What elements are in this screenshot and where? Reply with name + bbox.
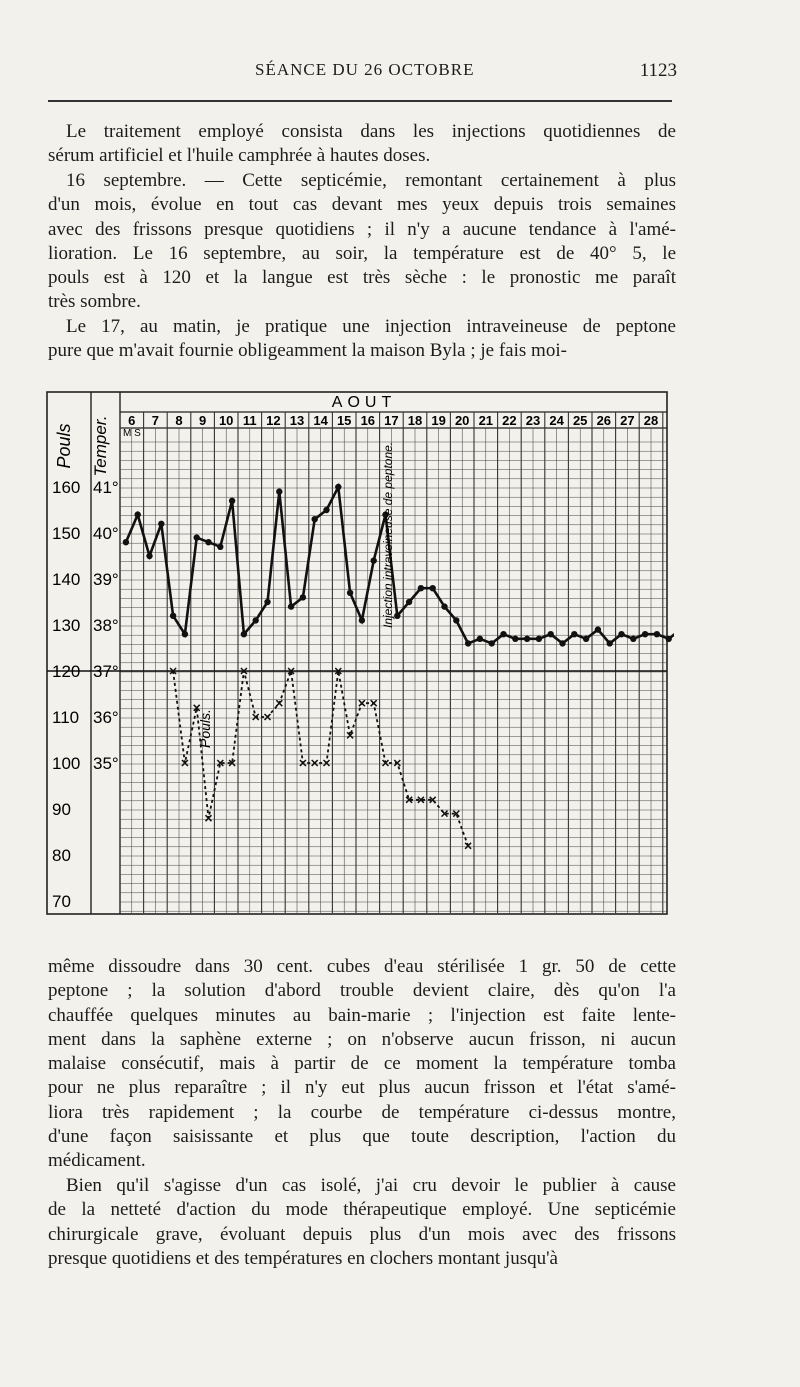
text-line: Le 17, au matin, je pratique une injection intraveineuse de peptone — [66, 316, 676, 337]
pulse-tick-label: 130 — [52, 616, 81, 635]
day-label: 19 — [431, 413, 446, 428]
temperature-point — [583, 636, 589, 642]
day-label: 18 — [407, 413, 423, 428]
temp-tick-label: 38° — [93, 616, 119, 635]
pulse-point — [265, 714, 271, 720]
temperature-point — [264, 599, 270, 605]
temperature-point — [194, 534, 200, 540]
temp-tick-label: 39° — [93, 570, 119, 589]
temperature-point — [441, 603, 447, 609]
day-label: 23 — [525, 413, 541, 428]
temperature-point — [288, 603, 294, 609]
temperature-point — [241, 631, 247, 637]
pulse-tick-label: 160 — [52, 478, 81, 497]
text-line: très sombre. — [48, 291, 141, 313]
pulse-point — [312, 760, 318, 766]
header-rule — [48, 100, 672, 102]
text-line: malaise consécutif, mais à partir de ce moment la température tomba — [48, 1053, 676, 1075]
temp-tick-label: 37° — [93, 662, 119, 681]
pulse-tick-label: 150 — [52, 524, 81, 543]
temperature-point — [512, 636, 518, 642]
text-line: pure que m'avait fournie obligeamment la maison Byla ; je fais moi- — [48, 340, 567, 362]
temperature-point — [548, 631, 554, 637]
pulse-point — [371, 700, 377, 706]
day-label: 24 — [549, 413, 564, 428]
temperature-point — [217, 544, 223, 550]
text-line: chirurgicale grave, évoluant depuis plus d'un mois avec des frissons — [48, 1223, 676, 1245]
temperature-point — [394, 613, 400, 619]
paragraph-meme-dissoudre — [48, 955, 676, 1174]
day-label: 20 — [454, 413, 470, 428]
text-line: même dissoudre dans 30 cent. cubes d'eau stérilisée 1 gr. 50 de cette — [48, 956, 676, 977]
text-line: de la netteté d'action du mode thérapeutique employé. Une septicémie — [48, 1199, 676, 1221]
temperature-point — [524, 636, 530, 642]
chart-frame — [47, 392, 667, 914]
temp-tick-label: 40° — [93, 524, 119, 543]
day-label: 22 — [502, 413, 517, 428]
text-line: avec des frissons presque quotidiens ; il n'y a aucune tendance à l'amé- — [48, 218, 676, 240]
pulse-tick-label: 120 — [52, 662, 81, 681]
text-line: d'une façon saisissante et plus que toute description, l'action du — [48, 1126, 676, 1148]
day-label: 27 — [620, 413, 635, 428]
temperature-point — [253, 617, 259, 623]
temperature-point — [618, 631, 624, 637]
day-label: 7 — [151, 413, 160, 428]
paragraph-bien-quil — [48, 1174, 676, 1271]
text-line: 16 septembre. — Cette septicémie, remontant certainement à plus — [66, 170, 676, 191]
chart-series — [123, 484, 674, 849]
day-label: 26 — [596, 413, 612, 428]
text-line: lioration. Le 16 septembre, au soir, la température est de 40° 5, le — [48, 242, 676, 264]
day-header — [128, 413, 658, 428]
pulse-tick-label: 110 — [52, 708, 80, 727]
text-line: pour ne plus reparaître ; il n'y eut plus aucun frisson et l'état s'amé- — [48, 1077, 676, 1099]
text-line: pouls est à 120 et la langue est très sèche : le pronostic me paraît — [48, 267, 676, 289]
day-label: 16 — [360, 413, 376, 428]
temperature-point — [323, 507, 329, 513]
temperature-point — [300, 594, 306, 600]
day-label: 9 — [198, 413, 207, 428]
day-label: 15 — [336, 413, 352, 428]
ms-label: M S — [123, 428, 141, 439]
temperature-point — [347, 590, 353, 596]
axis-ticks — [52, 478, 119, 911]
running-header — [0, 60, 800, 84]
temperature-pulse-chart — [44, 386, 674, 918]
day-label: 11 — [242, 413, 257, 428]
temperature-point — [182, 631, 188, 637]
temperature-point — [430, 585, 436, 591]
text-line: chauffée quelques minutes au bain-marie ; l'injection est faite lente- — [48, 1004, 676, 1026]
day-label: 21 — [478, 413, 494, 428]
paragraph-le-17 — [48, 315, 676, 364]
day-label: 8 — [175, 413, 183, 428]
temperature-point — [146, 553, 152, 559]
temperature-point — [123, 539, 129, 545]
paragraph-treatment — [48, 120, 676, 169]
temperature-point — [170, 613, 176, 619]
day-label: 12 — [266, 413, 281, 428]
chart-grid — [47, 392, 667, 914]
temperature-point — [465, 640, 471, 646]
text-line: Bien qu'il s'agisse d'un cas isolé, j'ai cru devoir le publier à cause — [66, 1175, 676, 1196]
day-label: 28 — [643, 413, 659, 428]
pulse-tick-label: 100 — [52, 754, 81, 773]
temperature-point — [205, 539, 211, 545]
temperature-point — [371, 557, 377, 563]
page-number: 1123 — [639, 60, 677, 81]
text-line: liora très rapidement ; la courbe de température ci-dessus montre, — [48, 1101, 676, 1123]
temperature-point — [406, 599, 412, 605]
temperature-point — [135, 511, 141, 517]
right-axis-title: Temper. — [91, 415, 110, 477]
temperature-point — [453, 617, 459, 623]
pulse-tick-label: 70 — [52, 892, 71, 911]
temperature-point — [500, 631, 506, 637]
temperature-point — [571, 631, 577, 637]
temperature-point — [666, 636, 672, 642]
pulse-tick-label: 80 — [52, 846, 71, 865]
temperature-point — [359, 617, 365, 623]
text-line: presque quotidiens et des températures en clochers montant jusqu'à — [48, 1247, 558, 1269]
temperature-point — [335, 484, 341, 490]
text-line: peptone ; la solution d'abord trouble devient claire, dès qu'on l'a — [48, 980, 676, 1002]
pulse-point — [324, 760, 330, 766]
temperature-point — [312, 516, 318, 522]
temperature-point — [158, 521, 164, 527]
text-line: médicament. — [48, 1150, 146, 1172]
running-header-title: SÉANCE DU 26 OCTOBRE — [255, 60, 475, 79]
temperature-point — [418, 585, 424, 591]
pulse-tick-label: 140 — [52, 570, 81, 589]
pulse-point — [300, 760, 306, 766]
injection-annotation: Injection intraveineuse de peptone. — [381, 441, 395, 628]
pulse-tick-label: 90 — [52, 800, 71, 819]
day-label: 13 — [289, 413, 305, 428]
temperature-point — [559, 640, 565, 646]
day-label: 6 — [128, 413, 136, 428]
temperature-point — [654, 631, 660, 637]
text-line: sérum artificiel et l'huile camphrée à hautes doses. — [48, 145, 431, 167]
temperature-point — [642, 631, 648, 637]
text-line: ment dans la saphène externe ; on n'observe aucun frisson, ni aucun — [48, 1028, 676, 1050]
day-label: 25 — [572, 413, 588, 428]
day-label: 14 — [313, 413, 328, 428]
pulse-annotation: Pouls. — [197, 709, 213, 748]
temperature-point — [489, 640, 495, 646]
temperature-point — [536, 636, 542, 642]
day-label: 10 — [218, 413, 234, 428]
paragraph-16-septembre — [48, 169, 676, 315]
left-axis-title: Pouls — [54, 423, 74, 469]
temperature-point — [607, 640, 613, 646]
temp-tick-label: 41° — [93, 478, 119, 497]
temperature-point — [630, 636, 636, 642]
temp-tick-label: 36° — [93, 708, 119, 727]
temp-tick-label: 35° — [93, 754, 119, 773]
temperature-point — [229, 498, 235, 504]
day-label: 17 — [384, 413, 399, 428]
temperature-point — [276, 488, 282, 494]
temperature-point — [595, 626, 601, 632]
pulse-point — [359, 700, 365, 706]
text-line: d'un mois, évolue en tout cas devant mes yeux depuis trois semaines — [48, 194, 676, 216]
chart-title: AOUT — [331, 394, 397, 411]
temperature-point — [477, 636, 483, 642]
text-line: Le traitement employé consista dans les injections quotidiennes de — [66, 121, 676, 142]
